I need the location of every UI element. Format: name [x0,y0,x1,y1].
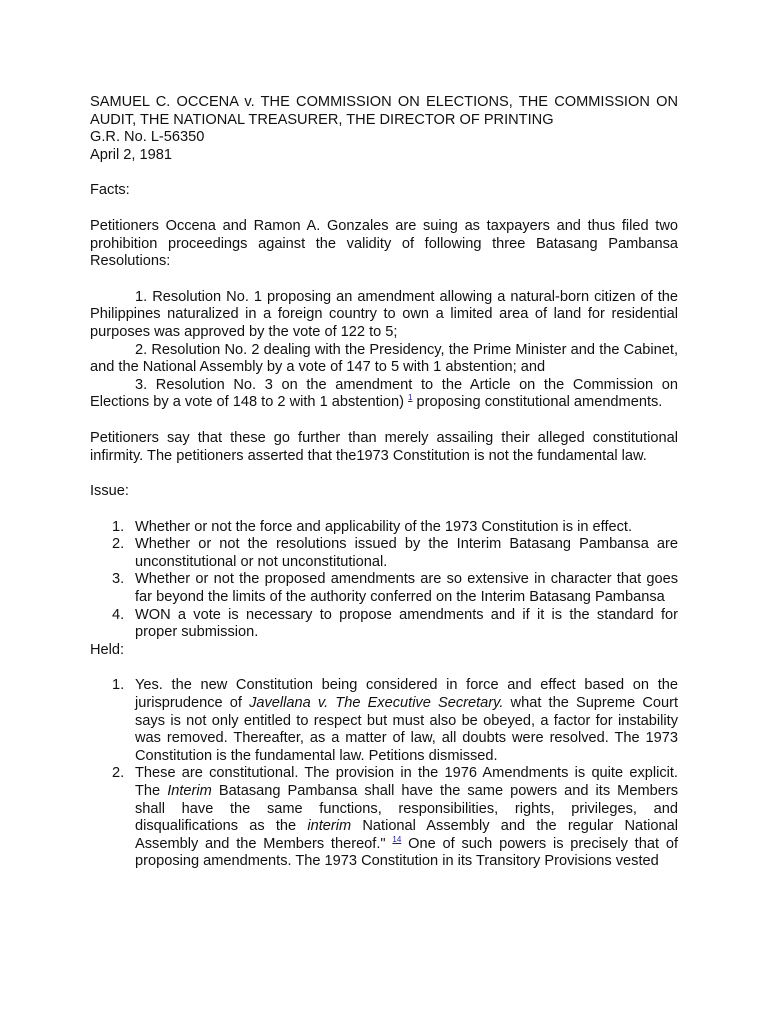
case-citation: Javellana v. The Executive Secretary. [249,695,504,712]
held-list [90,677,678,871]
list-item: 3. Whether or not the proposed amendments are so extensive in character that goes far beyond the limits of the authority conferred on the Interim Batasang Pambansa [112,571,678,606]
footnote-link-1[interactable]: 1 [408,393,413,403]
facts-closing: Petitioners say that these go further than merely assailing their alleged constitutional infirmity. The petitioners asserted that the1973 Constitution is not the fundamental law. [90,429,678,464]
case-title: SAMUEL C. OCCENA v. THE COMMISSION ON ELECTIONS, THE COMMISSION ON AUDIT, THE NATIONAL TREASURER, THE DIRECTOR OF PRINTING [90,94,678,128]
facts-heading: Facts: [90,182,130,199]
resolution-3-text-end: proposing constitutional amendments. [412,394,663,411]
held-heading: Held: [90,641,125,658]
list-item: 1. Yes. the new Constitution being considered in force and effect based on the jurisprudence of Javellana v. The Executive Secretary. what the Supreme Court says is not only entitled to respect but must also be obeyed, a factor for instability was removed. Thereafter, as a matter of law, all doubts were resolved. The 1973 Constitution is the fundamental law. Petitions dismissed. [112,677,678,764]
list-item: 1. Whether or not the force and applicability of the 1973 Constitution is in effect. [112,518,633,535]
decision-date: April 2, 1981 [90,146,172,163]
document-page [90,94,678,871]
gr-number: G.R. No. L-56350 [90,129,205,146]
facts-intro: Petitioners Occena and Ramon A. Gonzales are suing as taxpayers and thus filed two prohibition proceedings against the validity of following three Batasang Pambansa Resolutions: [90,217,678,270]
resolution-2: 2. Resolution No. 2 dealing with the Presidency, the Prime Minister and the Cabinet, and the National Assembly by a vote of 147 to 5 with 1 abstention; and [90,341,678,376]
footnote-link-14[interactable]: 14 [392,834,402,844]
resolution-3-text: 3. Resolution No. 3 on the amendment to the Article on the Commission on Elections by a vote of 148 to 2 with 1 abstention) [90,376,678,411]
issue-list [90,519,678,642]
list-item: 4. WON a vote is necessary to propose amendments and if it is the standard for proper submission. [112,606,678,641]
issue-heading: Issue: [90,483,129,500]
resolution-1: 1. Resolution No. 1 proposing an amendment allowing a natural-born citizen of the Philippines naturalized in a foreign country to own a limited area of land for residential purposes was approved by the vote of 122 to 5; [90,288,678,340]
resolution-3 [90,377,678,412]
list-item: 2. Whether or not the resolutions issued by the Interim Batasang Pambansa are unconstitutional or not unconstitutional. [112,536,678,570]
list-item: 2. These are constitutional. The provision in the 1976 Amendments is quite explicit. The Interim Batasang Pambansa shall have the same powers and its Members shall have the same functions, responsibilities, rights, privileges, and disqualifications as the interim National Assembly and the regular National Assembly and the Members thereof." $^{14}$ One of such powers is precisely that of proposing amendments. The 1973 Constitution in its Transitory Provisions vested [112,765,679,870]
